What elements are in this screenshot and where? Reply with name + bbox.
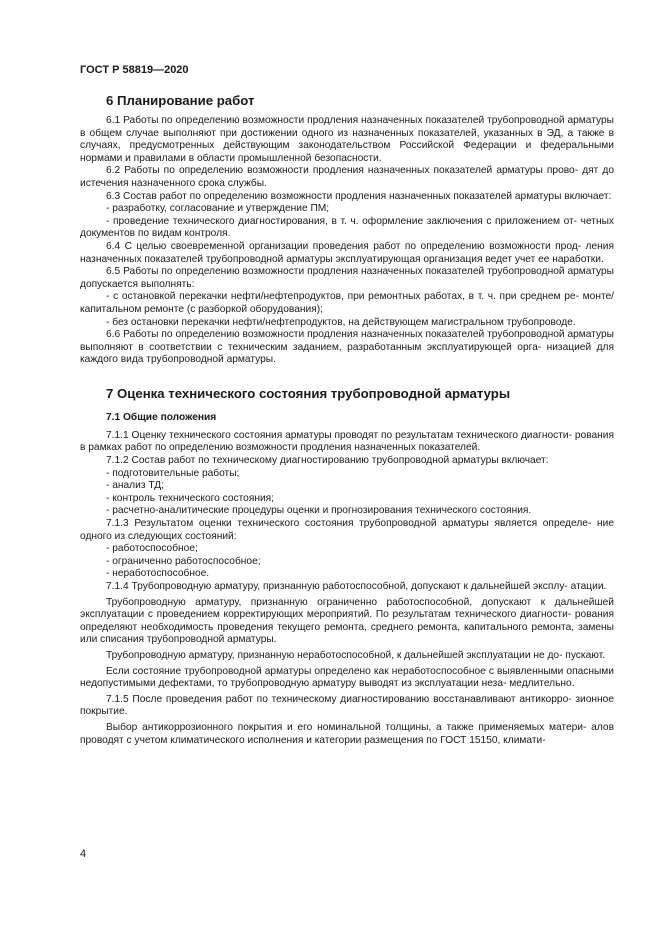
page-number: 4 — [80, 848, 87, 860]
list-item: - без остановки перекачки нефти/нефтепродуктов, на действующем магистральном трубопроводе. — [106, 316, 576, 328]
paragraph-7-1-3: 7.1.3 Результатом оценки технического состояния трубопроводной арматуры является определе- ние одного из следующих состояний: — [80, 518, 614, 542]
paragraph: Если состояние трубопроводной арматуры определено как неработоспособное с выявленными опасными недопустимыми дефектами, то трубопроводную арматуру выводят из эксплуатации неза- медлительно. — [80, 665, 614, 690]
list-item: - работоспособное; — [106, 543, 198, 555]
paragraph: Трубопроводную арматуру, признанную неработоспособной, к дальнейшей эксплуатации не до- пускают. — [106, 649, 606, 661]
list-item: - контроль технического состояния; — [106, 492, 275, 504]
paragraph-6-1: 6.1 Работы по определению возможности продления назначенных показателей трубопроводной арматуры в общем случае выполняют при достижении одного из назначенных показателей, указанных в ЭД, а также в случаях, предусмотренных действующим законодательством Российской Федерации и федеральными нормами и правилами в области промышленной безопасности. — [80, 115, 614, 164]
paragraph: Выбор антикоррозионного покрытия и его номинальной толщины, а также применяемых матери- алов проводят с учетом климатического исполнения и категории размещения по ГОСТ 15150, климати- — [80, 721, 614, 746]
list-item: - разработку, согласование и утверждение ПМ; — [106, 203, 330, 215]
subsection-7-1-title: 7.1 Общие положения — [106, 411, 217, 423]
section-7-text — [80, 430, 614, 747]
list-item: - расчетно-аналитические процедуры оценки и прогнозирования технического состояния. — [106, 505, 532, 517]
paragraph-7-1-2: 7.1.2 Состав работ по техническому диагностированию трубопроводной арматуры включает: — [106, 455, 549, 467]
section-7-title: 7 Оценка технического состояния трубопроводной арматуры — [106, 385, 511, 401]
paragraph: Трубопроводную арматуру, признанную ограниченно работоспособной, допускают к дальнейшей эксплуатации с проведением корректирующих мероприятий. По результатам технического диагности- рования определяют необходимость проведения текущего ремонта, среднего ремонта, капитального ремонта, замены или списания трубопроводной арматуры. — [80, 596, 614, 646]
paragraph-6-6: 6.6 Работы по определению возможности продления назначенных показателей трубопроводной арматуры выполняют в соответствии с техническим заданием, разработанным эксплуатирующей орга- низацией для каждого вида трубопроводной арматуры. — [80, 329, 614, 366]
list-item: - неработоспособное. — [106, 568, 210, 580]
list-item: - подготовительные работы; — [106, 467, 240, 479]
document-body — [80, 93, 614, 747]
document-code-header: ГОСТ Р 58819—2020 — [80, 64, 189, 76]
list-item: - анализ ТД; — [106, 480, 164, 492]
list-item: - с остановкой перекачки нефти/нефтепродуктов, при ремонтных работах, в т. ч. при среднем ре- монте/капитальном ремонте (с разборкой оборудования); — [80, 291, 614, 315]
list-item: - ограниченно работоспособное; — [106, 555, 261, 567]
paragraph-6-4: 6.4 С целью своевременной организации проведения работ по определению возможности прод- ления назначенных показателей трубопроводной арматуры эксплуатирующая организация ведет учет ее наработки. — [80, 240, 614, 265]
section-6-text — [80, 115, 614, 367]
paragraph-7-1-5: 7.1.5 После проведения работ по техническому диагностированию восстанавливают антикорро- зионное покрытие. — [80, 693, 614, 718]
section-6-title: 6 Планирование работ — [106, 93, 255, 108]
paragraph-7-1-4: 7.1.4 Трубопроводную арматуру, признанную работоспособной, допускают к дальнейшей эксплу- атации. — [106, 581, 607, 592]
paragraph-6-5: 6.5 Работы по определению возможности продления назначенных показателей трубопроводной арматуры допускается выполнять: — [80, 266, 614, 290]
paragraph-6-2: 6.2 Работы по определению возможности продления назначенных показателей арматуры прово- дят до истечения назначенного срока службы. — [80, 165, 614, 189]
paragraph-6-3: 6.3 Состав работ по определению возможности продления назначенных показателей арматуры включает: — [106, 190, 612, 202]
list-item: - проведение технического диагностирования, в т. ч. оформление заключения с приложением от- четных документов по видам контроля. — [80, 215, 614, 240]
paragraph-7-1-1: 7.1.1 Оценку технического состояния арматуры проводят по результатам технического диагности- рования в рамках работ по определению возможности продления назначенных показателей. — [80, 429, 614, 454]
